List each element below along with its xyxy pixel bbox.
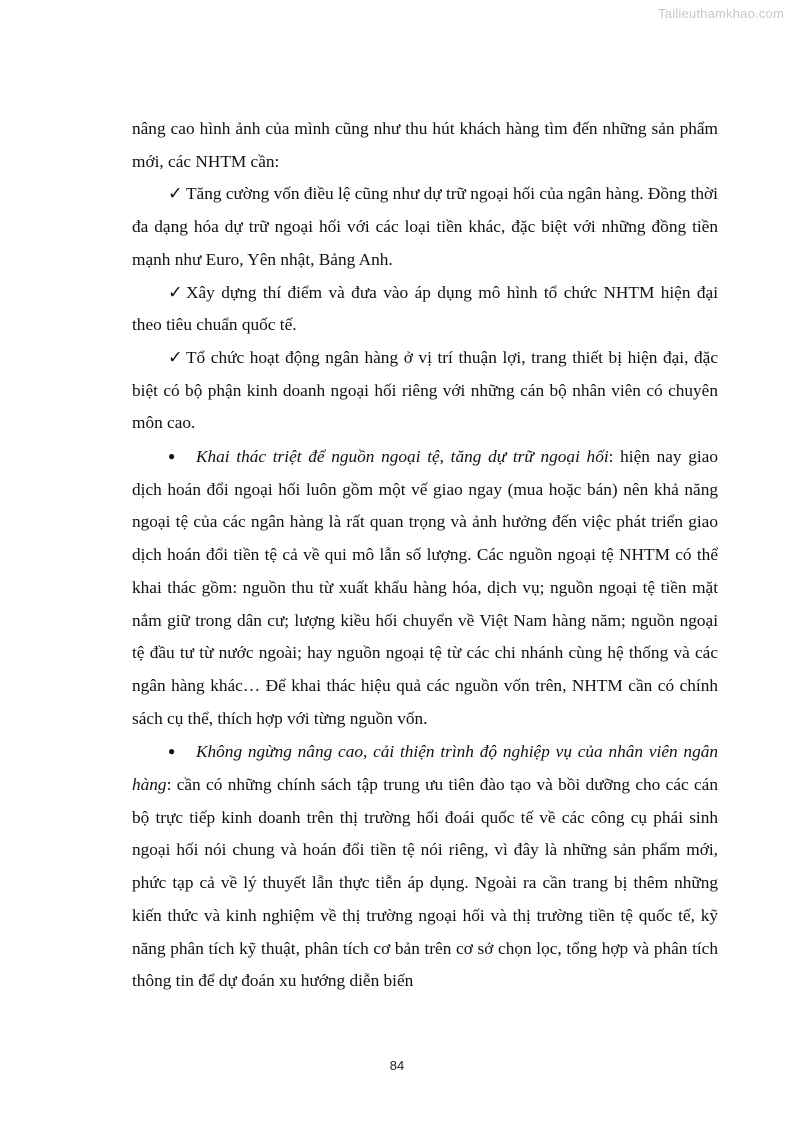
checklist-item-organization: [132, 342, 718, 440]
bullet-item-text: : cần có những chính sách tập trung ưu tiên đào tạo và bồi dưỡng cho các cán bộ trực tiếp kinh doanh trên thị trường hối đoái quốc tế về các công cụ phái sinh ngoại hối nói chung và hoán đổi tiền tệ nói riêng, vì đây là những sản phẩm mới, phức tạp cả về lý thuyết lẫn thực tiễn áp dụng. Ngoài ra cần trang bị thêm những kiến thức và kinh nghiệm về thị trường ngoại hối và thị trường tiền tệ quốc tế, kỹ năng phân tích kỹ thuật, phân tích cơ bản trên cơ sở chọn lọc, tổng hợp và phân tích thông tin để dự đoán xu hướng diễn biến: [132, 775, 718, 991]
document-body: [132, 113, 718, 998]
checklist-item-capital: [132, 178, 718, 276]
checklist-item-model: [132, 277, 718, 342]
checklist-item-text: Xây dựng thí điểm và đưa vào áp dụng mô hình tổ chức NHTM hiện đại theo tiêu chuẩn quốc tế.: [132, 282, 718, 335]
bullet-icon: ●: [168, 744, 176, 759]
checkmark-icon: ✓: [168, 282, 183, 302]
bullet-item-text: : hiện nay giao dịch hoán đổi ngoại hối luôn gồm một vế giao ngay (mua hoặc bán) nên khả năng ngoại tệ của các ngân hàng là rất quan trọng và ảnh hưởng đến việc phát triển giao dịch hoán đổi tiền tệ cả về qui mô lẫn số lượng. Các nguồn ngoại tệ NHTM có thể khai thác gồm: nguồn thu từ xuất khẩu hàng hóa, dịch vụ; nguồn ngoại tệ tiền mặt nắm giữ trong dân cư; lượng kiều hối chuyển về Việt Nam hàng năm; nguồn ngoại tệ đầu tư từ nước ngoài; hay nguồn ngoại tệ từ các chi nhánh cùng hệ thống và các ngân hàng khác… Để khai thác hiệu quả các nguồn vốn trên, NHTM cần có chính sách cụ thể, thích hợp với từng nguồn vốn.: [132, 447, 718, 728]
checklist-item-text: Tổ chức hoạt động ngân hàng ở vị trí thuận lợi, trang thiết bị hiện đại, đặc biệt có bộ phận kinh doanh ngoại hối riêng với những cán bộ nhân viên có chuyên môn cao.: [132, 347, 718, 433]
bullet-item-title: Khai thác triệt để nguồn ngoại tệ, tăng dự trữ ngoại hối: [196, 447, 609, 467]
bullet-item-staff-training: [132, 735, 718, 998]
checkmark-icon: ✓: [168, 184, 183, 204]
checklist-item-text: Tăng cường vốn điều lệ cũng như dự trữ ngoại hối của ngân hàng. Đồng thời đa dạng hóa dự trữ ngoại hối với các loại tiền khác, đặc biệt với những đồng tiền mạnh như Euro, Yên nhật, Bảng Anh.: [132, 184, 718, 269]
bullet-icon: ●: [168, 449, 176, 464]
checkmark-icon: ✓: [168, 347, 183, 367]
bullet-item-foreign-currency: [132, 440, 718, 735]
paragraph-intro: nâng cao hình ảnh của mình cũng như thu hút khách hàng tìm đến những sản phẩm mới, các NHTM cần:: [132, 119, 718, 171]
watermark: Tailieuthamkhao.com: [658, 6, 784, 21]
page-number: 84: [389, 1058, 405, 1073]
bullet-item-title: Không ngừng nâng cao, cải thiện trình độ nghiệp vụ của nhân viên ngân hàng: [132, 742, 718, 795]
